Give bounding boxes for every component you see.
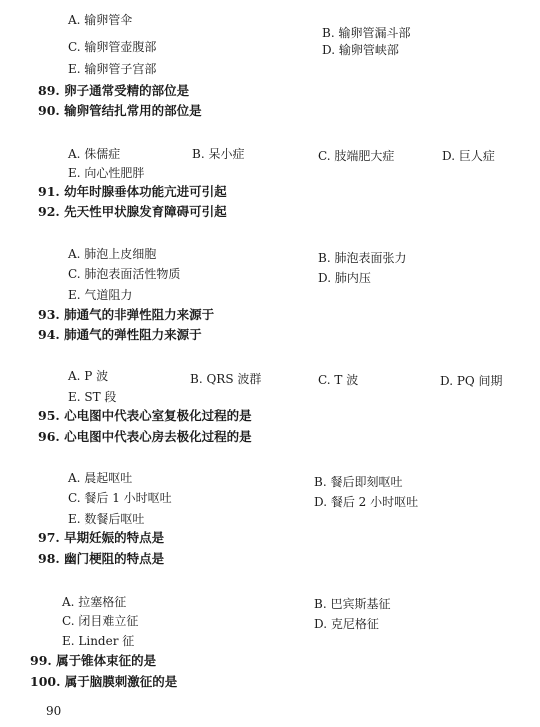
question-100: 100. 属于脑膜刺激征的是	[30, 674, 178, 689]
option-c: C. 肺泡表面活性物质	[68, 267, 181, 281]
option-e: E. 输卵管子宫部	[68, 62, 157, 76]
option-d: D. PQ 间期	[440, 374, 503, 388]
option-e: E. 气道阻力	[68, 288, 133, 302]
option-d: D. 输卵管峡部	[322, 43, 399, 57]
question-89: 89. 卵子通常受精的部位是	[38, 83, 190, 98]
question-90: 90. 输卵管结扎常用的部位是	[38, 103, 202, 118]
question-93: 93. 肺通气的非弹性阻力来源于	[38, 307, 215, 322]
option-a: A. 晨起呕吐	[68, 471, 133, 485]
question-97: 97. 早期妊娠的特点是	[38, 530, 165, 545]
option-b: B. 输卵管漏斗部	[322, 26, 411, 40]
option-c: C. 餐后 1 小时呕吐	[68, 491, 172, 505]
option-d: D. 肺内压	[318, 271, 371, 285]
question-99: 99. 属于锥体束征的是	[30, 653, 157, 668]
option-e: E. ST 段	[68, 390, 117, 404]
page-number: 90	[46, 704, 62, 718]
option-b: B. 呆小症	[192, 147, 245, 161]
option-c: C. T 波	[318, 373, 359, 387]
option-b: B. QRS 波群	[190, 372, 262, 386]
option-c: C. 闭目难立征	[62, 614, 139, 628]
option-e: E. Linder 征	[62, 634, 135, 648]
option-c: C. 肢端肥大症	[318, 149, 395, 163]
option-d: D. 餐后 2 小时呕吐	[314, 495, 419, 509]
option-a: A. 侏儒症	[68, 147, 121, 161]
question-92: 92. 先天性甲状腺发育障碍可引起	[38, 204, 227, 219]
option-a: A. 输卵管伞	[68, 13, 133, 27]
option-d: D. 克尼格征	[314, 617, 379, 631]
option-b: B. 餐后即刻呕吐	[314, 475, 403, 489]
option-a: A. P 波	[68, 369, 109, 383]
question-91: 91. 幼年时腺垂体功能亢进可引起	[38, 184, 227, 199]
option-a: A. 拉塞格征	[62, 595, 127, 609]
question-95: 95. 心电图中代表心室复极化过程的是	[38, 408, 252, 423]
option-e: E. 向心性肥胖	[68, 166, 145, 180]
question-96: 96. 心电图中代表心房去极化过程的是	[38, 429, 252, 444]
option-c: C. 输卵管壶腹部	[68, 40, 157, 54]
question-98: 98. 幽门梗阻的特点是	[38, 551, 165, 566]
option-d: D. 巨人症	[442, 149, 495, 163]
option-a: A. 肺泡上皮细胞	[68, 247, 157, 261]
option-e: E. 数餐后呕吐	[68, 512, 145, 526]
option-b: B. 肺泡表面张力	[318, 251, 407, 265]
question-94: 94. 肺通气的弹性阻力来源于	[38, 327, 202, 342]
option-b: B. 巴宾斯基征	[314, 597, 391, 611]
